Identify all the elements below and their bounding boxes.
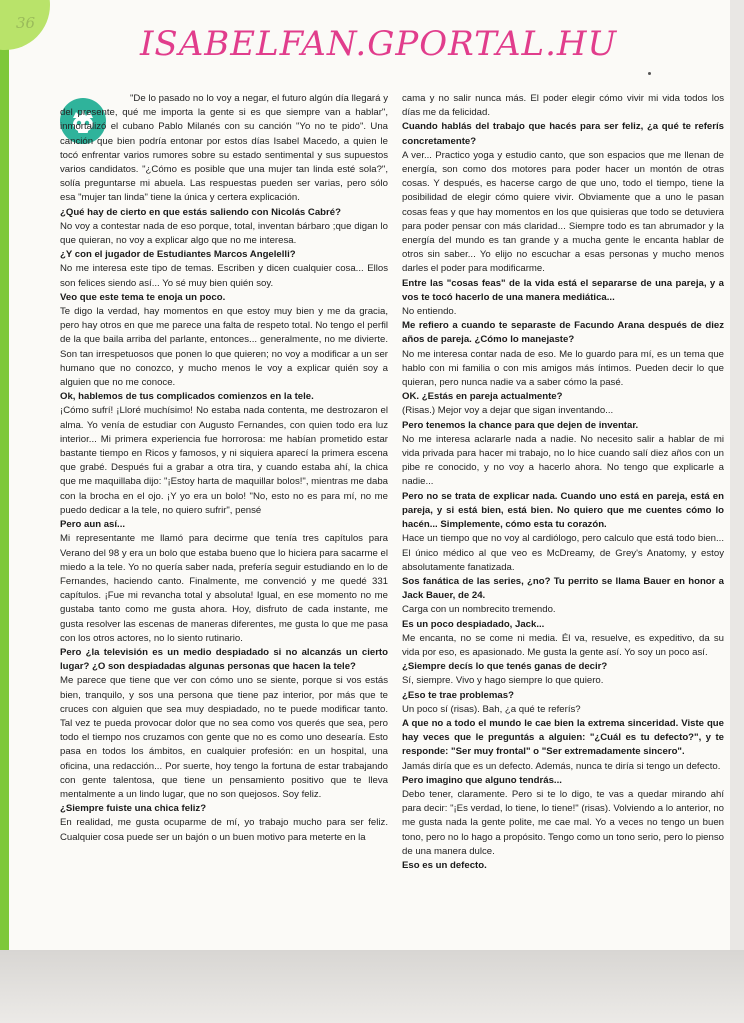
interview-answer: No me interesa este tipo de temas. Escriben y dicen cualquier cosa... Ellos son felices siendo así... Yo sé muy bien quién soy. (60, 263, 388, 289)
interview-question: Cuando hablás del trabajo que hacés para ser feliz, ¿a qué te referís concretamente? (402, 121, 724, 147)
interview-answer: cama y no salir nunca más. El poder elegir cómo vivir mi vida todos los días me da felicidad. (402, 93, 724, 119)
interview-answer: Me parece que tiene que ver con cómo uno se siente, porque si vos estás bien, tranquilo, y sos una persona que tiene paz interior, por más que te cruces con alguien que sea muy despiadado, no te puede modificar tanto. Tal vez te pueda provocar dolor que no sea como vos querés que sea, pero todo el tiempo nos cruzamos con gente que no es como uno desearía. Esto pasa en todos los ámbitos, en cualquier profesión: en un hospital, una oficina, una redacción... Por suerte, hoy tengo la fortuna de estar trabajando con gente talentosa, que tiene un pensamiento positivo que te lleva mentalmente a un lindo lugar, que no son quejosos. Soy feliz. (60, 675, 388, 800)
interview-answer: Carga con un nombrecito tremendo. (402, 604, 556, 616)
interview-answer: Un poco sí (risas). Bah, ¿a qué te referís? (402, 703, 581, 715)
interview-answer: Jamás diría que es un defecto. Además, nunca te diría si tengo un defecto. (402, 760, 721, 772)
interview-answer: No me interesa contar nada de eso. Me lo guardo para mí, es un tema que hablo con mi familia o con mis amigos más íntimos. Pueden decir lo que quieran, pero nunca nadie va a saber cómo la pasé. (402, 348, 724, 389)
interview-answer: ¡Cómo sufrí! ¡Lloré muchísimo! No estaba nada contenta, me destrozaron el alma. Yo venía de estudiar con Augusto Fernandes, con quien todo era luz interior... Mi primera experiencia fue horrorosa: me habían prometido estar bastante tiempo en Ricos y famosos, y ni siquiera aparecí la primera escena que grabé. Después fui a grabar a otra tira, y cuando estaba ahí, la chica que me maquillaba dijo: "¡Estoy harta de maquillar bolos!", mientras me daba con la brocha en el ojo. ¡Y yo era un bolo! "No, esto no es para mí, no me puedo dedicar a la tele, no quiero sufrir", pensé (60, 405, 388, 516)
interview-answer: Me encanta, no se come ni media. Él va, resuelve, es expeditivo, da su vida por eso, es apasionado. Me gusta la gente así. Yo soy un poco así. (402, 632, 724, 658)
interview-question: Pero no se trata de explicar nada. Cuando uno está en pareja, está en pareja, y si está bien, está bien. No quiero que me cuentes cómo lo hacén... Simplemente, cómo esta tu corazón. (402, 490, 724, 531)
interview-question: ¿Siempre fuiste una chica feliz? (60, 803, 207, 815)
interview-question: Eso es un defecto. (402, 859, 487, 871)
interview-question: OK. ¿Estás en pareja actualmente? (402, 391, 563, 403)
interview-answer: No voy a contestar nada de eso porque, total, inventan bárbaro ;que digan lo que quieran, no voy a explicar algo que no me interesa. (60, 220, 388, 247)
interview-question: Pero tenemos la chance para que dejen de inventar. (402, 419, 639, 431)
interview-answer: Sí, siempre. Vivo y hago siempre lo que quiero. (402, 675, 604, 687)
interview-question: ¿Siempre decís lo que tenés ganas de decir? (402, 661, 608, 673)
print-speck (648, 72, 651, 75)
interview-answer: En realidad, me gusta ocuparme de mí, yo trabajo mucho para ser feliz. Cualquier cosa puede ser un bajón o un buen motivo para meterte en la (60, 817, 388, 843)
interview-answer: Debo tener, claramente. Pero si te lo digo, te vas a quedar mirando ahí para decir: "¡Es verdad, lo tiene, lo tiene!" (risas). Volviendo a lo anterior, no me gusta nada la gente polite, me cae mal. Yo a veces no tengo un buen tono, pero no lo hago a propósito. Tengo como un tono serio, pero lo pienso de una manera dulce. (402, 788, 724, 857)
green-edge-strip (0, 0, 9, 950)
interview-answer: Te digo la verdad, hay momentos en que estoy muy bien y me da gracia, pero hay otros en que me parece una falta de respeto total. No tengo el perfil de la que baila arriba del parlante, entonces... generalmente, no me divierte. Son tan irrespetuosos que ponen lo que quieren; no voy a modificar a un ser humano que no conozco, y mucho menos le voy a explicar quién soy a alguien que no me conoce. (60, 306, 388, 389)
interview-question: A que no a todo el mundo le cae bien la extrema sinceridad. Viste que hay veces que le preguntás a alguien: "¿Cuál es tu defecto?", y te responde: "Ser muy frontal" o "Ser extremadamente sincero". (402, 717, 724, 758)
interview-question: Me refiero a cuando te separaste de Facundo Arana después de diez años de pareja. ¿Cómo lo manejaste? (402, 320, 724, 346)
interview-answer: (Risas.) Mejor voy a dejar que sigan inventando... (402, 405, 614, 417)
interview-answer: Hace un tiempo que no voy al cardiólogo, pero calculo que está todo bien... El único médico al que veo es McDreamy, de Grey's Anatomy, y estoy absolutamente fanatizada. (402, 533, 724, 573)
interview-question: Veo que este tema te enoja un poco. (60, 291, 226, 303)
scan-bottom-margin (0, 950, 744, 1023)
interview-answer: No entiendo. (402, 306, 457, 318)
interview-answer: No me interesa aclararle nada a nadie. No necesito salir a hablar de mi vida privada para hacer mi trabajo, no lo hice cuando salí diez años con un pibe re conocido, y no voy a hacerlo ahora. No tengo que explicarle a nadie... (402, 433, 724, 488)
interview-answer: A ver... Practico yoga y estudio canto, que son espacios que me llenan de energía, son como dos motores para poder hacer un montón de otras cosas. Y después, es hacerse cargo de que uno, todo el tiempo, tiene la posibilidad de elegir cómo quiere vivir. Obviamente que a uno le pasan cosas feas y que hay momentos en los que quisieras que todo se detuviera para poder pensar con más claridad... Siempre todo es tan abrumador y la energía del mundo es tan grande y a mucha gente le encanta hablar de otros sin saber... Yo elijo no escuchar a esas personas y mucho menos darles el poder para modificarme. (402, 149, 724, 275)
page-number: 36 (16, 14, 36, 32)
interview-question: Pero ¿la televisión es un medio despiadado si no alcanzás un cierto lugar? ¿O son despiadadas algunas personas que hacen la tele? (60, 646, 388, 673)
interview-question: Sos fanática de las series, ¿no? Tu perrito se llama Bauer en honor a Jack Bauer, de 24. (402, 575, 724, 602)
interview-question: Pero imagino que alguno tendrás... (402, 774, 562, 786)
intro-paragraph: "De lo pasado no lo voy a negar, el futuro algún día llegará y del presente, qué me importa la gente si es que siempre van a hablar", inmortalizó el cubano Pablo Milanés con su canción "Yo no te pido". Una canción que bien podría entonar por estos días Isabel Macedo, a quien le tocó enfrentar varios rumores sobre su estado sentimental y sus supuestos varios candidatos. "¿Cómo es posible que una mujer tan linda esté sola?", solía preguntarse mi abuela. Las respuestas pueden ser varias, pero sólo esa "mujer tan linda" tiene la única y certera explicación. (60, 93, 388, 204)
interview-question: Pero aun así... (60, 519, 126, 531)
site-watermark: ISABELFAN.GPORTAL.HU (140, 24, 618, 64)
interview-question: Ok, hablemos de tus complicados comienzos en la tele. (60, 391, 314, 403)
interview-question: Es un poco despiadado, Jack... (402, 618, 545, 630)
interview-answer: Mi representante me llamó para decirme que tenía tres capítulos para Verano del 98 y era un bolo que estaba bueno que lo hiciera para sacarme el miedo a la tele. Yo no quería saber nada, prefería seguir estudiando en lo de Fernandes, haciendo canto. Finalmente, me convenció y me quedé 331 capítulos. ¡Fue mi revancha total y absoluta! Igual, en ese momento no me gustaba tanto como me gusta ahora. Hoy, disfruto de cada instante, me gusta resolver las escenas de maneras diferentes, me gusta lo que me pasa con los otros actores, no lo siento rutinario. (60, 533, 389, 644)
interview-column-left (60, 92, 388, 845)
interview-question: Entre las "cosas feas" de la vida está el separarse de una pareja, y a vos te tocó hacerlo de una manera mediática... (402, 277, 724, 303)
interview-question: ¿Qué hay de cierto en que estás saliendo con Nicolás Cabré? (60, 206, 341, 218)
interview-column-right (402, 92, 724, 873)
interview-question: ¿Y con el jugador de Estudiantes Marcos Angelelli? (60, 249, 296, 261)
interview-question: ¿Eso te trae problemas? (402, 689, 514, 701)
